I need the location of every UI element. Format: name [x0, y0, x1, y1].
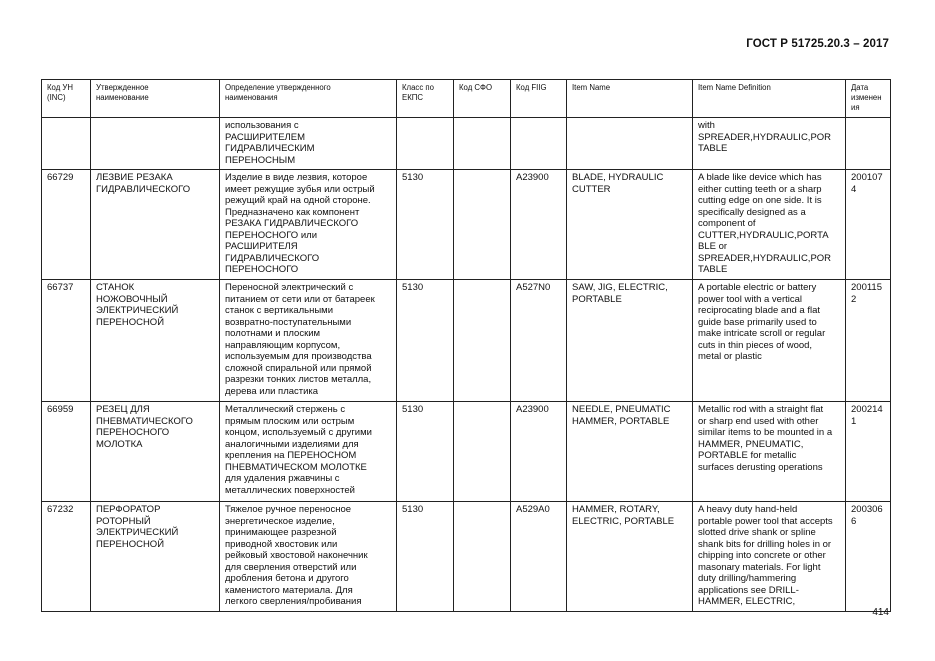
- cell-definition: Металлический стержень с прямым плоским или острым концом, используемый с другими аналогичными изделиями для крепления на ПЕРЕНОСНОМ ПНЕВМАТИЧЕСКОМ МОЛОТКЕ для удаления ржавчины с металлических поверхностей: [220, 402, 397, 502]
- cell-date: 2003066: [846, 502, 891, 612]
- cell-fiig: A23900: [511, 402, 567, 502]
- cell-name: СТАНОК НОЖОВОЧНЫЙ ЭЛЕКТРИЧЕСКИЙ ПЕРЕНОСНОЙ: [91, 280, 220, 402]
- cell-date: 2001152: [846, 280, 891, 402]
- cell-inc: 66959: [42, 402, 91, 502]
- cell-definition: Переносной электрический с питанием от сети или от батареек станок с вертикальными возвратно-поступательными полотнами и плоским направляющим корпусом, используемым для производства сложной спиральной или прямой разрезки тонких листов металла, дерева или пластика: [220, 280, 397, 402]
- table-row: [42, 502, 891, 612]
- table-row: [42, 280, 891, 402]
- cell-item-name: BLADE, HYDRAULIC CUTTER: [567, 170, 693, 280]
- cell-ekps: [397, 118, 454, 170]
- cell-name: РЕЗЕЦ ДЛЯ ПНЕВМАТИЧЕСКОГО ПЕРЕНОСНОГО МОЛОТКА: [91, 402, 220, 502]
- cell-ekps: 5130: [397, 402, 454, 502]
- col-header-ekps-class: Класс по ЕКПС: [397, 80, 454, 118]
- cell-ekps: 5130: [397, 502, 454, 612]
- cell-item-definition: A heavy duty hand-held portable power tool that accepts slotted drive shank or spline shank bits for drilling holes in or chipping into concrete or other masonary materials. For light duty drilling/hammering applications see DRILL- HAMMER, ELECTRIC,: [693, 502, 846, 612]
- classification-table: [41, 79, 891, 612]
- cell-item-definition: Metallic rod with a straight flat or sharp end used with other similar items to be mounted in a HAMMER, PNEUMATIC, PORTABLE for metallic surfaces derusting operations: [693, 402, 846, 502]
- cell-inc: 66729: [42, 170, 91, 280]
- cell-sfo: [454, 280, 511, 402]
- cell-sfo: [454, 170, 511, 280]
- cell-ekps: 5130: [397, 170, 454, 280]
- cell-fiig: A527N0: [511, 280, 567, 402]
- cell-item-name: NEEDLE, PNEUMATIC HAMMER, PORTABLE: [567, 402, 693, 502]
- cell-item-name: [567, 118, 693, 170]
- table-row: [42, 402, 891, 502]
- col-header-sfo-code: Код СФО: [454, 80, 511, 118]
- cell-name: [91, 118, 220, 170]
- table-header-row: [42, 80, 891, 118]
- cell-fiig: A23900: [511, 170, 567, 280]
- col-header-item-definition: Item Name Definition: [693, 80, 846, 118]
- cell-inc: 67232: [42, 502, 91, 612]
- cell-date: 2001074: [846, 170, 891, 280]
- col-header-change-date: Дата изменения: [846, 80, 891, 118]
- col-header-fiig-code: Код FIIG: [511, 80, 567, 118]
- cell-item-definition: with SPREADER,HYDRAULIC,POR TABLE: [693, 118, 846, 170]
- table-row-continuation: [42, 118, 891, 170]
- cell-sfo: [454, 118, 511, 170]
- col-header-definition: Определение утвержденного наименования: [220, 80, 397, 118]
- col-header-item-name: Item Name: [567, 80, 693, 118]
- cell-definition: Изделие в виде лезвия, которое имеет режущие зубья или острый режущий край на одной стороне. Предназначено как компонент РЕЗАКА ГИДРАВЛИЧЕСКОГО ПЕРЕНОСНОГО или РАСШИРИТЕЛЯ ГИДРАВЛИЧЕСКОГО ПЕРЕНОСНОГО: [220, 170, 397, 280]
- cell-item-definition: A blade like device which has either cutting teeth or a sharp cutting edge on one side. It is specifically designed as a component of CUTTER,HYDRAULIC,PORTA BLE or SPREADER,HYDRAULIC,POR TABLE: [693, 170, 846, 280]
- cell-name: ПЕРФОРАТОР РОТОРНЫЙ ЭЛЕКТРИЧЕСКИЙ ПЕРЕНОСНОЙ: [91, 502, 220, 612]
- cell-sfo: [454, 502, 511, 612]
- table-row: [42, 170, 891, 280]
- cell-name: ЛЕЗВИЕ РЕЗАКА ГИДРАВЛИЧЕСКОГО: [91, 170, 220, 280]
- cell-definition: использования с РАСШИРИТЕЛЕМ ГИДРАВЛИЧЕСКИМ ПЕРЕНОСНЫМ: [220, 118, 397, 170]
- cell-item-name: SAW, JIG, ELECTRIC, PORTABLE: [567, 280, 693, 402]
- cell-date: [846, 118, 891, 170]
- col-header-inc: Код УН (INC): [42, 80, 91, 118]
- cell-item-definition: A portable electric or battery power tool with a vertical reciprocating blade and a flat guide base primarily used to make intricate scroll or regular cuts in thin pieces of wood, metal or plastic: [693, 280, 846, 402]
- cell-ekps: 5130: [397, 280, 454, 402]
- cell-date: 2002141: [846, 402, 891, 502]
- cell-definition: Тяжелое ручное переносное энергетическое изделие, принимающее разрезной приводной хвостовик или рейковый хвостовой наконечник для сверления отверстий или дробления бетона и другого каменистого материала. Для легкого сверления/пробивания: [220, 502, 397, 612]
- col-header-approved-name: Утвержденное наименование: [91, 80, 220, 118]
- document-standard-header: ГОСТ Р 51725.20.3 – 2017: [746, 38, 889, 50]
- cell-item-name: HAMMER, ROTARY, ELECTRIC, PORTABLE: [567, 502, 693, 612]
- cell-inc: 66737: [42, 280, 91, 402]
- page-number: 414: [872, 607, 889, 618]
- cell-fiig: A529A0: [511, 502, 567, 612]
- cell-inc: [42, 118, 91, 170]
- cell-sfo: [454, 402, 511, 502]
- cell-fiig: [511, 118, 567, 170]
